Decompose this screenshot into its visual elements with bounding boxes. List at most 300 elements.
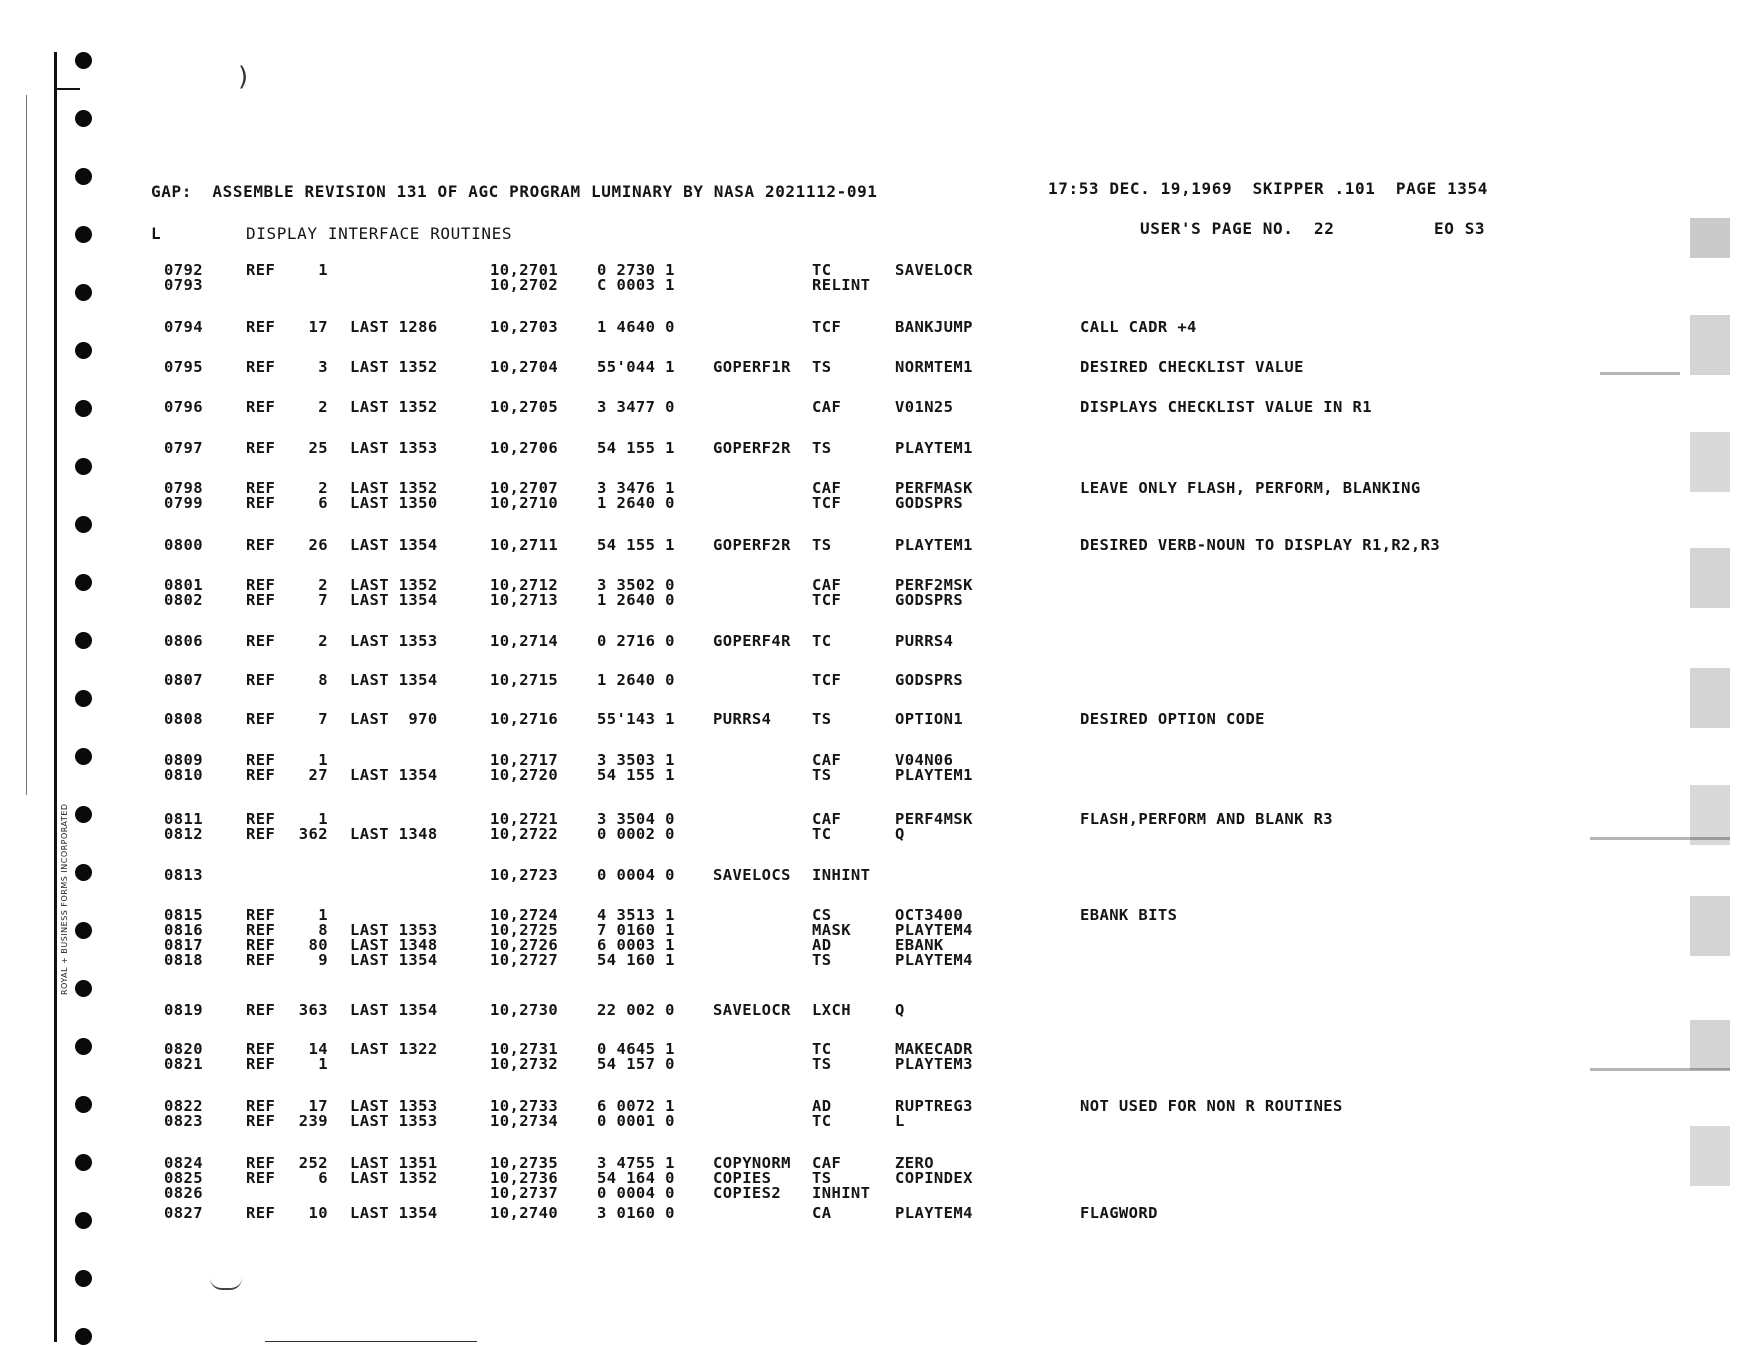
opcode: CAF: [812, 1154, 842, 1172]
comment: NOT USED FOR NON R ROUTINES: [1080, 1097, 1343, 1115]
opcode: CS: [812, 906, 832, 924]
ref-count: 7: [318, 591, 328, 609]
listing-row: [0, 767, 1740, 783]
listing-row: [0, 537, 1740, 553]
address: 10,2712: [490, 576, 559, 594]
listing-row: [0, 277, 1740, 293]
last-ref: LAST 1354: [350, 536, 438, 554]
octal-code: 55'044 1: [597, 358, 675, 376]
symbol-label: COPIES: [713, 1169, 772, 1187]
ref-marker: REF: [246, 576, 276, 594]
opcode: AD: [812, 936, 832, 954]
scan-smudge: [1690, 218, 1730, 258]
address: 10,2706: [490, 439, 559, 457]
operand: Q: [895, 1001, 905, 1019]
paren-mark: ): [238, 62, 249, 92]
ref-marker: REF: [246, 398, 276, 416]
line-number: 0812: [164, 825, 203, 843]
last-ref: LAST 1352: [350, 479, 438, 497]
ref-count: 252: [298, 1154, 328, 1172]
operand: L: [895, 1112, 905, 1130]
operand: PLAYTEM4: [895, 921, 973, 939]
listing-row: [0, 495, 1740, 511]
ref-count: 7: [318, 710, 328, 728]
octal-code: 22 002 0: [597, 1001, 675, 1019]
ref-count: 17: [308, 318, 328, 336]
octal-code: 1 4640 0: [597, 318, 675, 336]
ref-count: 6: [318, 494, 328, 512]
address: 10,2721: [490, 810, 559, 828]
last-ref: LAST 1322: [350, 1040, 438, 1058]
operand: GODSPRS: [895, 591, 964, 609]
listing-row: [0, 319, 1740, 335]
margin-tick: [54, 88, 80, 90]
punch-hole: [75, 52, 92, 69]
last-ref: LAST 1350: [350, 494, 438, 512]
line-number: 0802: [164, 591, 203, 609]
operand: PLAYTEM4: [895, 951, 973, 969]
symbol-label: GOPERF4R: [713, 632, 791, 650]
scan-smudge: [1690, 432, 1730, 492]
form-imprint: ROYAL + BUSINESS FORMS INCORPORATED: [60, 803, 69, 995]
address: 10,2727: [490, 951, 559, 969]
octal-code: 0 0001 0: [597, 1112, 675, 1130]
punch-hole: [75, 1328, 92, 1345]
section-title: DISPLAY INTERFACE ROUTINES: [246, 224, 513, 243]
listing-row: [0, 672, 1740, 688]
octal-code: 0 0004 0: [597, 866, 675, 884]
ref-count: 1: [318, 906, 328, 924]
comment: LEAVE ONLY FLASH, PERFORM, BLANKING: [1080, 479, 1421, 497]
ref-count: 2: [318, 632, 328, 650]
line-number: 0820: [164, 1040, 203, 1058]
listing-row: [0, 359, 1740, 375]
listing-row: [0, 1185, 1740, 1201]
opcode: TC: [812, 825, 832, 843]
ref-count: 26: [308, 536, 328, 554]
scan-smudge: [1690, 1126, 1730, 1186]
scan-smudge: [1690, 1020, 1730, 1070]
ref-marker: REF: [246, 1040, 276, 1058]
operand: PLAYTEM4: [895, 1204, 973, 1222]
ref-count: 10: [308, 1204, 328, 1222]
users-page-number: USER'S PAGE NO. 22: [1140, 219, 1335, 238]
last-ref: LAST 1354: [350, 591, 438, 609]
operand: PLAYTEM3: [895, 1055, 973, 1073]
operand: OPTION1: [895, 710, 964, 728]
symbol-label: COPYNORM: [713, 1154, 791, 1172]
ref-marker: REF: [246, 810, 276, 828]
ref-count: 27: [308, 766, 328, 784]
octal-code: 54 160 1: [597, 951, 675, 969]
last-ref: LAST 1286: [350, 318, 438, 336]
line-number: 0808: [164, 710, 203, 728]
operand: OCT3400: [895, 906, 964, 924]
scan-smudge: [1600, 372, 1680, 375]
listing-row: [0, 399, 1740, 415]
ref-marker: REF: [246, 1055, 276, 1073]
opcode: TS: [812, 439, 832, 457]
address: 10,2734: [490, 1112, 559, 1130]
punch-hole: [75, 980, 92, 997]
last-ref: LAST 1353: [350, 1112, 438, 1130]
opcode: CAF: [812, 576, 842, 594]
address: 10,2704: [490, 358, 559, 376]
operand: GODSPRS: [895, 494, 964, 512]
last-ref: LAST 1352: [350, 576, 438, 594]
address: 10,2737: [490, 1184, 559, 1202]
address: 10,2726: [490, 936, 559, 954]
symbol-label: GOPERF2R: [713, 439, 791, 457]
address: 10,2715: [490, 671, 559, 689]
eo-code: EO S3: [1434, 219, 1486, 238]
ref-marker: REF: [246, 358, 276, 376]
pen-mark: [210, 1278, 242, 1290]
opcode: TCF: [812, 591, 842, 609]
ref-marker: REF: [246, 825, 276, 843]
address: 10,2725: [490, 921, 559, 939]
symbol-label: GOPERF2R: [713, 536, 791, 554]
address: 10,2703: [490, 318, 559, 336]
ref-count: 1: [318, 810, 328, 828]
address: 10,2733: [490, 1097, 559, 1115]
ref-count: 2: [318, 479, 328, 497]
address: 10,2711: [490, 536, 559, 554]
address: 10,2740: [490, 1204, 559, 1222]
comment: DESIRED OPTION CODE: [1080, 710, 1265, 728]
symbol-label: GOPERF1R: [713, 358, 791, 376]
scan-smudge: [1690, 785, 1730, 845]
header-title: GAP: ASSEMBLE REVISION 131 OF AGC PROGRAM LUMINARY BY NASA 2021112-091: [151, 182, 878, 201]
line-number: 0806: [164, 632, 203, 650]
last-ref: LAST 1354: [350, 951, 438, 969]
line-number: 0799: [164, 494, 203, 512]
ref-count: 2: [318, 576, 328, 594]
ref-marker: REF: [246, 1001, 276, 1019]
opcode: INHINT: [812, 866, 871, 884]
opcode: TS: [812, 766, 832, 784]
operand: NORMTEM1: [895, 358, 973, 376]
line-number: 0824: [164, 1154, 203, 1172]
ref-count: 1: [318, 261, 328, 279]
ref-marker: REF: [246, 479, 276, 497]
last-ref: LAST 1353: [350, 439, 438, 457]
operand: PERF2MSK: [895, 576, 973, 594]
scan-smudge: [1690, 668, 1730, 728]
address: 10,2714: [490, 632, 559, 650]
ref-marker: REF: [246, 921, 276, 939]
ref-count: 3: [318, 358, 328, 376]
ref-count: 8: [318, 921, 328, 939]
ref-count: 8: [318, 671, 328, 689]
last-ref: LAST 970: [350, 710, 438, 728]
listing-row: [0, 1002, 1740, 1018]
scan-smudge: [1690, 896, 1730, 956]
punch-hole: [75, 226, 92, 243]
line-number: 0821: [164, 1055, 203, 1073]
operand: BANKJUMP: [895, 318, 973, 336]
listing-row: [0, 633, 1740, 649]
octal-code: 3 3503 1: [597, 751, 675, 769]
section-mark: L: [151, 224, 162, 243]
address: 10,2702: [490, 276, 559, 294]
opcode: TCF: [812, 318, 842, 336]
ref-marker: REF: [246, 1169, 276, 1187]
listing-row: [0, 826, 1740, 842]
ref-marker: REF: [246, 951, 276, 969]
listing-row: [0, 1170, 1740, 1186]
last-ref: LAST 1352: [350, 358, 438, 376]
last-ref: LAST 1352: [350, 1169, 438, 1187]
operand: PLAYTEM1: [895, 536, 973, 554]
ref-count: 80: [308, 936, 328, 954]
ref-count: 2: [318, 398, 328, 416]
ref-count: 362: [298, 825, 328, 843]
octal-code: 4 3513 1: [597, 906, 675, 924]
operand: EBANK: [895, 936, 944, 954]
comment: FLAGWORD: [1080, 1204, 1158, 1222]
operand: PURRS4: [895, 632, 954, 650]
ref-marker: REF: [246, 261, 276, 279]
ref-marker: REF: [246, 1204, 276, 1222]
opcode: AD: [812, 1097, 832, 1115]
listing-row: [0, 1113, 1740, 1129]
line-number: 0793: [164, 276, 203, 294]
symbol-label: COPIES2: [713, 1184, 782, 1202]
line-number: 0807: [164, 671, 203, 689]
last-ref: LAST 1353: [350, 632, 438, 650]
operand: PERFMASK: [895, 479, 973, 497]
octal-code: 54 155 1: [597, 439, 675, 457]
octal-code: 55'143 1: [597, 710, 675, 728]
operand: V01N25: [895, 398, 954, 416]
punch-hole: [75, 342, 92, 359]
octal-code: 3 3504 0: [597, 810, 675, 828]
scan-smudge: [1690, 315, 1730, 375]
last-ref: LAST 1353: [350, 1097, 438, 1115]
listing-row: [0, 1205, 1740, 1221]
line-number: 0794: [164, 318, 203, 336]
punch-hole: [75, 516, 92, 533]
octal-code: 3 3477 0: [597, 398, 675, 416]
address: 10,2730: [490, 1001, 559, 1019]
ref-count: 239: [298, 1112, 328, 1130]
opcode: TC: [812, 261, 832, 279]
line-number: 0818: [164, 951, 203, 969]
opcode: TS: [812, 710, 832, 728]
comment: DESIRED VERB-NOUN TO DISPLAY R1,R2,R3: [1080, 536, 1441, 554]
line-number: 0800: [164, 536, 203, 554]
opcode: TCF: [812, 671, 842, 689]
address: 10,2735: [490, 1154, 559, 1172]
octal-code: 3 3476 1: [597, 479, 675, 497]
address: 10,2705: [490, 398, 559, 416]
line-number: 0796: [164, 398, 203, 416]
octal-code: 1 2640 0: [597, 591, 675, 609]
comment: EBANK BITS: [1080, 906, 1178, 924]
ref-count: 14: [308, 1040, 328, 1058]
octal-code: 6 0003 1: [597, 936, 675, 954]
line-number: 0792: [164, 261, 203, 279]
octal-code: 6 0072 1: [597, 1097, 675, 1115]
ref-marker: REF: [246, 671, 276, 689]
listing-row: [0, 1056, 1740, 1072]
octal-code: 54 164 0: [597, 1169, 675, 1187]
octal-code: 0 0002 0: [597, 825, 675, 843]
comment: DISPLAYS CHECKLIST VALUE IN R1: [1080, 398, 1372, 416]
punch-hole: [75, 168, 92, 185]
address: 10,2707: [490, 479, 559, 497]
last-ref: LAST 1353: [350, 921, 438, 939]
octal-code: 3 3502 0: [597, 576, 675, 594]
ref-count: 1: [318, 751, 328, 769]
comment: CALL CADR +4: [1080, 318, 1197, 336]
line-number: 0827: [164, 1204, 203, 1222]
last-ref: LAST 1354: [350, 671, 438, 689]
comment: DESIRED CHECKLIST VALUE: [1080, 358, 1304, 376]
octal-code: 7 0160 1: [597, 921, 675, 939]
listing-row: [0, 262, 1740, 278]
operand: V04N06: [895, 751, 954, 769]
ref-marker: REF: [246, 536, 276, 554]
ref-marker: REF: [246, 318, 276, 336]
margin-rule: [54, 52, 57, 1342]
octal-code: 0 2716 0: [597, 632, 675, 650]
opcode: CAF: [812, 479, 842, 497]
line-number: 0801: [164, 576, 203, 594]
scan-smudge: [1590, 837, 1730, 840]
address: 10,2716: [490, 710, 559, 728]
opcode: MASK: [812, 921, 851, 939]
opcode: TS: [812, 536, 832, 554]
ref-marker: REF: [246, 936, 276, 954]
line-number: 0810: [164, 766, 203, 784]
listing-row: [0, 711, 1740, 727]
octal-code: 54 155 1: [597, 536, 675, 554]
line-number: 0811: [164, 810, 203, 828]
opcode: RELINT: [812, 276, 871, 294]
ref-marker: REF: [246, 632, 276, 650]
address: 10,2723: [490, 866, 559, 884]
opcode: TC: [812, 1040, 832, 1058]
listing-row: [0, 592, 1740, 608]
ref-marker: REF: [246, 439, 276, 457]
opcode: TCF: [812, 494, 842, 512]
address: 10,2732: [490, 1055, 559, 1073]
line-number: 0822: [164, 1097, 203, 1115]
address: 10,2713: [490, 591, 559, 609]
opcode: LXCH: [812, 1001, 851, 1019]
octal-code: 54 157 0: [597, 1055, 675, 1073]
address: 10,2731: [490, 1040, 559, 1058]
last-ref: LAST 1354: [350, 1001, 438, 1019]
line-number: 0816: [164, 921, 203, 939]
ref-count: 1: [318, 1055, 328, 1073]
operand: MAKECADR: [895, 1040, 973, 1058]
ref-marker: REF: [246, 494, 276, 512]
bottom-rule: [265, 1341, 477, 1342]
opcode: INHINT: [812, 1184, 871, 1202]
ref-marker: REF: [246, 751, 276, 769]
comment: FLASH,PERFORM AND BLANK R3: [1080, 810, 1334, 828]
ref-marker: REF: [246, 766, 276, 784]
octal-code: 1 2640 0: [597, 494, 675, 512]
ref-marker: REF: [246, 710, 276, 728]
address: 10,2701: [490, 261, 559, 279]
line-number: 0798: [164, 479, 203, 497]
ref-count: 25: [308, 439, 328, 457]
address: 10,2724: [490, 906, 559, 924]
opcode: TS: [812, 358, 832, 376]
line-number: 0825: [164, 1169, 203, 1187]
scan-smudge: [1590, 1068, 1730, 1071]
octal-code: 54 155 1: [597, 766, 675, 784]
operand: GODSPRS: [895, 671, 964, 689]
line-number: 0819: [164, 1001, 203, 1019]
line-number: 0826: [164, 1184, 203, 1202]
ref-marker: REF: [246, 591, 276, 609]
address: 10,2710: [490, 494, 559, 512]
last-ref: LAST 1352: [350, 398, 438, 416]
address: 10,2717: [490, 751, 559, 769]
last-ref: LAST 1348: [350, 825, 438, 843]
ref-count: 6: [318, 1169, 328, 1187]
symbol-label: SAVELOCS: [713, 866, 791, 884]
ref-marker: REF: [246, 1112, 276, 1130]
address: 10,2720: [490, 766, 559, 784]
listing-row: [0, 952, 1740, 968]
line-number: 0795: [164, 358, 203, 376]
ref-marker: REF: [246, 1154, 276, 1172]
ref-count: 363: [298, 1001, 328, 1019]
opcode: TS: [812, 1055, 832, 1073]
line-number: 0815: [164, 906, 203, 924]
octal-code: 0 2730 1: [597, 261, 675, 279]
symbol-label: PURRS4: [713, 710, 772, 728]
operand: PLAYTEM1: [895, 766, 973, 784]
operand: Q: [895, 825, 905, 843]
line-number: 0813: [164, 866, 203, 884]
symbol-label: SAVELOCR: [713, 1001, 791, 1019]
operand: SAVELOCR: [895, 261, 973, 279]
last-ref: LAST 1354: [350, 1204, 438, 1222]
octal-code: 3 4755 1: [597, 1154, 675, 1172]
ref-count: 9: [318, 951, 328, 969]
octal-code: C 0003 1: [597, 276, 675, 294]
operand: COPINDEX: [895, 1169, 973, 1187]
opcode: TC: [812, 1112, 832, 1130]
punch-hole: [75, 1270, 92, 1287]
punch-hole: [75, 690, 92, 707]
octal-code: 1 2640 0: [597, 671, 675, 689]
octal-code: 0 4645 1: [597, 1040, 675, 1058]
opcode: CAF: [812, 810, 842, 828]
line-number: 0797: [164, 439, 203, 457]
opcode: TC: [812, 632, 832, 650]
punch-hole: [75, 110, 92, 127]
line-number: 0823: [164, 1112, 203, 1130]
last-ref: LAST 1348: [350, 936, 438, 954]
opcode: CA: [812, 1204, 832, 1222]
scan-smudge: [1690, 548, 1730, 608]
last-ref: LAST 1351: [350, 1154, 438, 1172]
operand: ZERO: [895, 1154, 934, 1172]
last-ref: LAST 1354: [350, 766, 438, 784]
address: 10,2736: [490, 1169, 559, 1187]
opcode: TS: [812, 1169, 832, 1187]
header-timestamp-page: 17:53 DEC. 19,1969 SKIPPER .101 PAGE 1354: [1048, 179, 1489, 198]
line-number: 0817: [164, 936, 203, 954]
